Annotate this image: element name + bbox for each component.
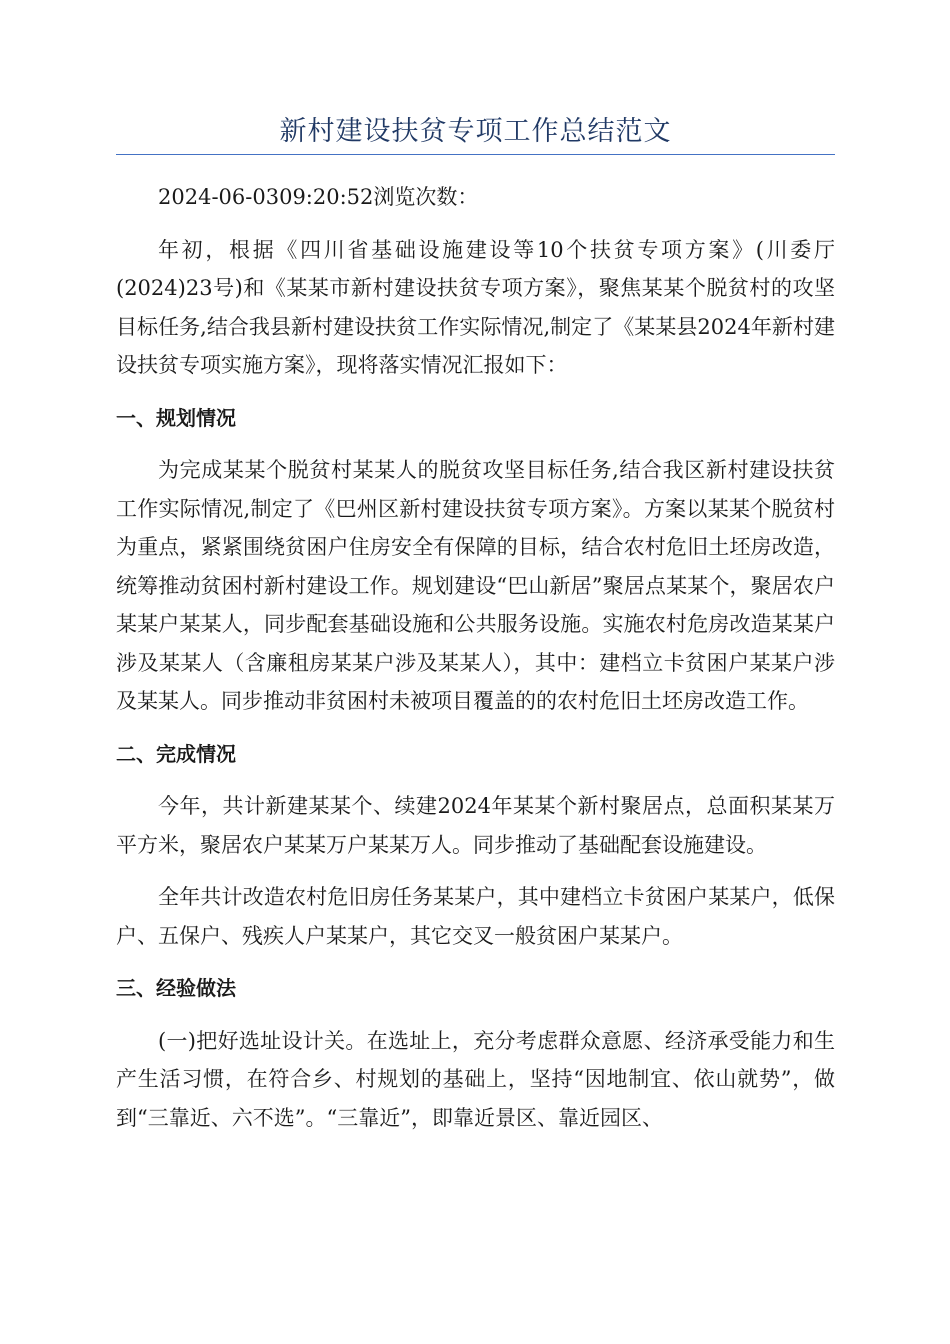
document-body xyxy=(116,178,835,1137)
paragraph: (一)把好选址设计关。在选址上，充分考虑群众意愿、经济承受能力和生产生活习惯，在符合乡、村规划的基础上，坚持“因地制宜、依山就势”，做到“三靠近、六不选”。“三靠近”，即靠近景区、靠近园区、 xyxy=(116,1028,835,1130)
section-heading-experience: 三、经验做法 xyxy=(116,976,236,1000)
paragraph: 为完成某某个脱贫村某某人的脱贫攻坚目标任务,结合我区新村建设扶贫工作实际情况,制定了《巴州区新村建设扶贫专项方案》。方案以某某个脱贫村为重点，紧紧围绕贫困户住房安全有保障的目标，结合农村危旧土坯房改造，统筹推动贫困村新村建设工作。规划建设“巴山新居”聚居点某某个，聚居农户某某户某某人，同步配套基础设施和公共服务设施。实施农村危房改造某某户涉及某某人（含廉租房某某户涉及某某人），其中：建档立卡贫困户某某户涉及某某人。同步推动非贫困村未被项目覆盖的的农村危旧土坯房改造工作。 xyxy=(116,458,835,713)
intro-paragraph: 年初，根据《四川省基础设施建设等10个扶贫专项方案》(川委厅(2024)23号)和《某某市新村建设扶贫专项方案》，聚焦某某个脱贫村的攻坚目标任务,结合我县新村建设扶贫工作实际情况,制定了《某某县2024年新村建设扶贫专项实施方案》，现将落实情况汇报如下： xyxy=(116,237,835,377)
meta-line: 2024-06-0309:20:52浏览次数： xyxy=(158,185,479,209)
paragraph: 今年，共计新建某某个、续建2024年某某个新村聚居点，总面积某某万平方米，聚居农户某某万户某某万人。同步推动了基础配套设施建设。 xyxy=(116,794,835,857)
document-title: 新村建设扶贫专项工作总结范文 xyxy=(279,116,672,147)
section-heading-completion: 二、完成情况 xyxy=(116,741,236,766)
section-heading-planning: 一、规划情况 xyxy=(116,405,236,430)
title-underline xyxy=(116,154,835,155)
paragraph: 全年共计改造农村危旧房任务某某户，其中建档立卡贫困户某某户，低保户、五保户、残疾人户某某户，其它交叉一般贫困户某某户。 xyxy=(116,885,835,948)
